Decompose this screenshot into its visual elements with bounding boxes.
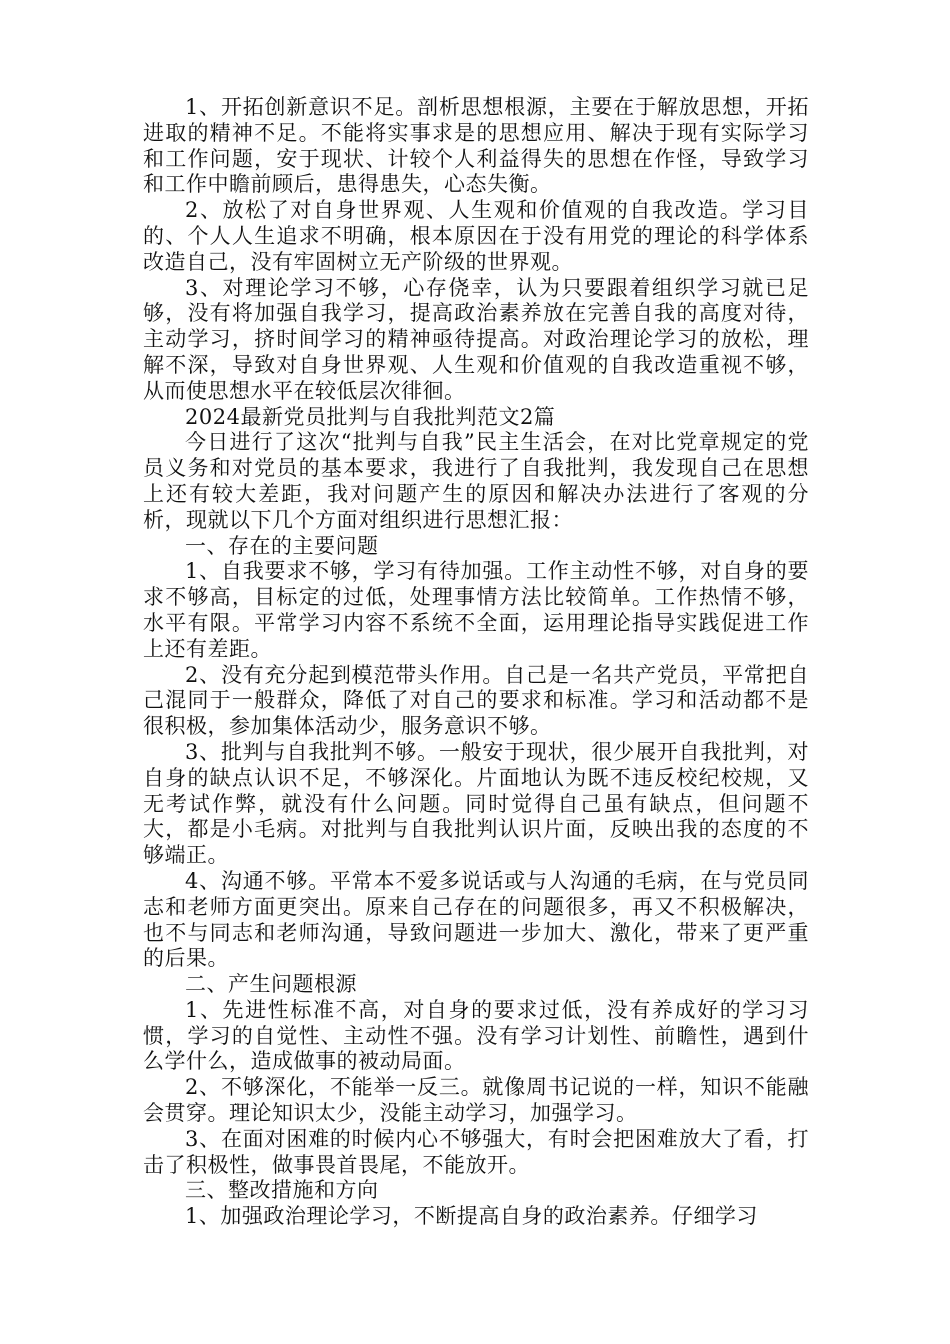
paragraph-measure-1: 1、加强政治理论学习，不断提高自身的政治素养。仔细学习 — [185, 1204, 758, 1229]
paragraph-problem-1: 1、自我要求不够，学习有待加强。工作主动性不够，对自身的要求不够高，目标定的过低，处理事情方法比较简单。工作热情不够，水平有限。平常学习内容不系统不全面，运用理论指导实践促进工作上还有差距。 — [143, 559, 809, 661]
paragraph-theory-study: 3、对理论学习不够，心存侥幸，认为只要跟着组织学习就已足够，没有将加强自我学习，提高政治素养放在完善自我的高度对待，主动学习，挤时间学习的精神亟待提高。对政治理论学习的放松，理解不深，导致对自身世界观、人生观和价值观的自我改造重视不够，从而使思想水平在较低层次徘徊。 — [143, 275, 809, 403]
heading-main-problems: 一、存在的主要问题 — [185, 533, 379, 558]
paragraph-problem-2: 2、没有充分起到模范带头作用。自己是一名共产党员，平常把自己混同于一般群众，降低了对自己的要求和标准。学习和活动都不是很积极，参加集体活动少，服务意识不够。 — [143, 662, 809, 739]
paragraph-intro: 今日进行了这次“批判与自我”民主生活会，在对比党章规定的党员义务和对党员的基本要求，我进行了自我批判，我发现自己在思想上还有较大差距，我对问题产生的原因和解决办法进行了客观的分析，现就以下几个方面对组织进行思想汇报： — [143, 430, 809, 532]
paragraph-problem-3: 3、批判与自我批判不够。一般安于现状，很少展开自我批判，对自身的缺点认识不足，不够深化。片面地认为既不违反校纪校规，又无考试作弊，就没有什么问题。同时觉得自己虽有缺点，但问题不大，都是小毛病。对批判与自我批判认识片面，反映出我的态度的不够端正。 — [143, 739, 809, 868]
paragraph-cause-2: 2、不够深化，不能举一反三。就像周书记说的一样，知识不能融会贯穿。理论知识太少，没能主动学习，加强学习。 — [143, 1075, 809, 1126]
heading-root-causes: 二、产生问题根源 — [185, 972, 357, 997]
paragraph-cause-1: 1、先进性标准不高，对自身的要求过低，没有养成好的学习习惯，学习的自觉性、主动性不强。没有学习计划性、前瞻性，遇到什么学什么，造成做事的被动局面。 — [143, 997, 809, 1074]
section-title: 2024最新党员批判与自我批判范文2篇 — [185, 404, 556, 429]
paragraph-worldview-reform: 2、放松了对自身世界观、人生观和价值观的自我改造。学习目的、个人人生追求不明确，根本原因在于没有用党的理论的科学体系改造自己，没有牢固树立无产阶级的世界观。 — [143, 198, 809, 274]
heading-rectification: 三、整改措施和方向 — [185, 1178, 379, 1203]
paragraph-cause-3: 3、在面对困难的时候内心不够强大，有时会把困难放大了看，打击了积极性，做事畏首畏尾，不能放开。 — [143, 1126, 809, 1177]
document-body — [143, 95, 809, 1230]
paragraph-innovation-deficiency: 1、开拓创新意识不足。剖析思想根源，主要在于解放思想，开拓进取的精神不足。不能将实事求是的思想应用、解决于现有实际学习和工作问题，安于现状、计较个人利益得失的思想在作怪，导致学习和工作中瞻前顾后，患得患失，心态失衡。 — [143, 95, 809, 197]
paragraph-problem-4: 4、沟通不够。平常本不爱多说话或与人沟通的毛病，在与党员同志和老师方面更突出。原来自己存在的问题很多，再又不积极解决，也不与同志和老师沟通，导致问题进一步加大、激化，带来了更严重的后果。 — [143, 868, 809, 971]
